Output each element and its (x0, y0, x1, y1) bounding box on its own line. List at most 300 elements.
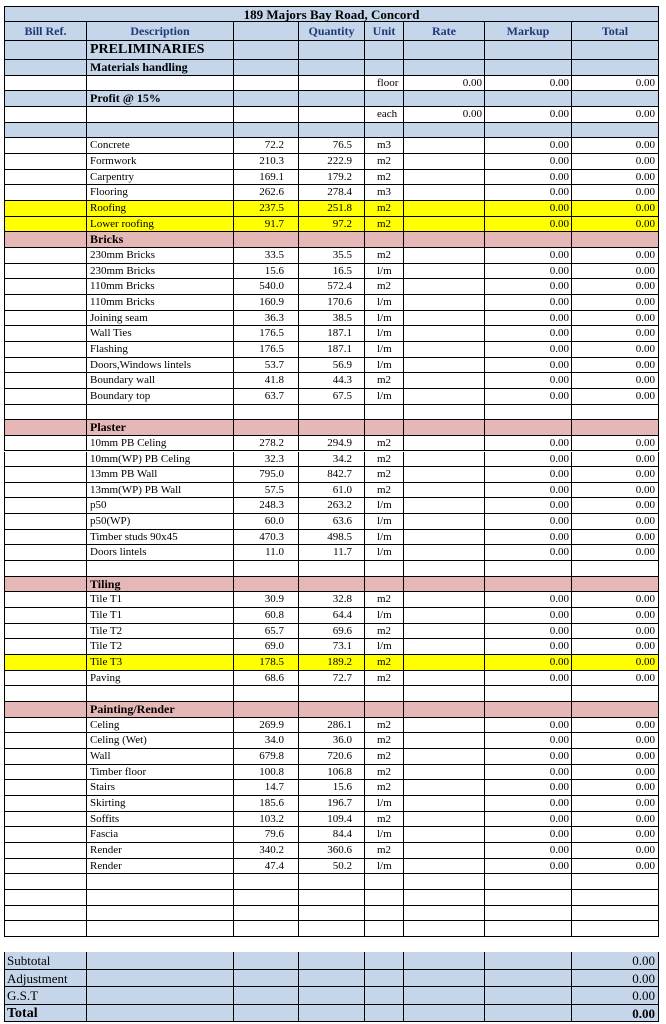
unit-cell[interactable]: each (365, 107, 404, 123)
qty-raw-cell[interactable]: 100.8 (234, 765, 299, 781)
quantity-cell[interactable]: 73.1 (299, 639, 365, 655)
quantity-cell[interactable]: 15.6 (299, 780, 365, 796)
unit-cell[interactable] (365, 60, 404, 76)
quantity-cell[interactable]: 278.4 (299, 185, 365, 201)
markup-cell[interactable] (485, 420, 572, 436)
unit-cell[interactable]: m2 (365, 733, 404, 749)
markup-cell[interactable]: 0.00 (485, 498, 572, 514)
unit-cell[interactable] (365, 686, 404, 702)
description-cell[interactable] (87, 107, 234, 123)
total-cell[interactable] (572, 60, 659, 76)
unit-cell[interactable]: m2 (365, 452, 404, 468)
unit-cell[interactable]: l/m (365, 311, 404, 327)
quantity-cell[interactable]: 63.6 (299, 514, 365, 530)
unit-cell[interactable]: m2 (365, 201, 404, 217)
description-cell[interactable]: Lower roofing (87, 217, 234, 233)
total-cell[interactable] (572, 686, 659, 702)
total-cell[interactable]: 0.00 (572, 530, 659, 546)
markup-cell[interactable]: 0.00 (485, 483, 572, 499)
rate-cell[interactable] (404, 890, 485, 906)
markup-cell[interactable]: 0.00 (485, 827, 572, 843)
quantity-cell[interactable]: 222.9 (299, 154, 365, 170)
bill-ref-cell[interactable] (4, 467, 87, 483)
bill-ref-cell[interactable] (4, 405, 87, 421)
qty-raw-cell[interactable]: 178.5 (234, 655, 299, 671)
qty-raw-cell[interactable]: 91.7 (234, 217, 299, 233)
markup-cell[interactable]: 0.00 (485, 592, 572, 608)
qty-raw-cell[interactable] (234, 874, 299, 890)
rate-cell[interactable] (404, 264, 485, 280)
qty-raw-cell[interactable]: 248.3 (234, 498, 299, 514)
unit-cell[interactable]: m2 (365, 780, 404, 796)
qty-raw-cell[interactable] (234, 91, 299, 107)
unit-cell[interactable]: l/m (365, 264, 404, 280)
rate-cell[interactable] (404, 170, 485, 186)
qty-raw-cell[interactable]: 237.5 (234, 201, 299, 217)
bill-ref-cell[interactable] (4, 107, 87, 123)
description-cell[interactable]: Paving (87, 671, 234, 687)
unit-cell[interactable]: l/m (365, 342, 404, 358)
markup-cell[interactable]: 0.00 (485, 812, 572, 828)
total-cell[interactable]: 0.00 (572, 780, 659, 796)
total-cell[interactable]: 0.00 (572, 843, 659, 859)
qty-raw-cell[interactable] (234, 561, 299, 577)
description-cell[interactable] (87, 890, 234, 906)
markup-cell[interactable]: 0.00 (485, 436, 572, 452)
quantity-cell[interactable]: 498.5 (299, 530, 365, 546)
quantity-cell[interactable] (299, 76, 365, 92)
rate-cell[interactable] (404, 639, 485, 655)
bill-ref-cell[interactable] (4, 530, 87, 546)
bill-ref-cell[interactable] (4, 452, 87, 468)
total-cell[interactable]: 0.00 (572, 217, 659, 233)
qty-raw-cell[interactable]: 679.8 (234, 749, 299, 765)
quantity-cell[interactable]: 106.8 (299, 765, 365, 781)
rate-cell[interactable] (404, 452, 485, 468)
total-cell[interactable]: 0.00 (572, 452, 659, 468)
rate-cell[interactable] (404, 624, 485, 640)
description-cell[interactable]: 110mm Bricks (87, 279, 234, 295)
description-cell[interactable]: Tile T1 (87, 608, 234, 624)
description-cell[interactable] (87, 874, 234, 890)
quantity-cell[interactable]: 35.5 (299, 248, 365, 264)
description-cell[interactable]: Skirting (87, 796, 234, 812)
rate-cell[interactable] (404, 185, 485, 201)
rate-cell[interactable] (404, 671, 485, 687)
rate-cell[interactable] (404, 655, 485, 671)
markup-cell[interactable]: 0.00 (485, 185, 572, 201)
quantity-cell[interactable]: 56.9 (299, 358, 365, 374)
markup-cell[interactable]: 0.00 (485, 154, 572, 170)
quantity-cell[interactable]: 34.2 (299, 452, 365, 468)
unit-cell[interactable] (365, 91, 404, 107)
markup-cell[interactable]: 0.00 (485, 248, 572, 264)
quantity-cell[interactable] (299, 107, 365, 123)
bill-ref-cell[interactable] (4, 686, 87, 702)
rate-cell[interactable] (404, 749, 485, 765)
markup-cell[interactable] (485, 561, 572, 577)
bill-ref-cell[interactable] (4, 60, 87, 76)
unit-cell[interactable]: m2 (365, 373, 404, 389)
summary-empty-cell[interactable] (234, 1005, 299, 1023)
qty-raw-cell[interactable] (234, 60, 299, 76)
unit-cell[interactable]: m2 (365, 624, 404, 640)
bill-ref-cell[interactable] (4, 812, 87, 828)
total-cell[interactable]: 0.00 (572, 107, 659, 123)
summary-label[interactable]: Subtotal (4, 952, 87, 970)
description-cell[interactable]: Materials handling (87, 60, 234, 76)
description-cell[interactable] (87, 561, 234, 577)
description-cell[interactable]: Profit @ 15% (87, 91, 234, 107)
qty-raw-cell[interactable] (234, 232, 299, 248)
rate-cell[interactable] (404, 342, 485, 358)
unit-cell[interactable] (365, 232, 404, 248)
rate-cell[interactable] (404, 592, 485, 608)
markup-cell[interactable]: 0.00 (485, 624, 572, 640)
unit-cell[interactable]: l/m (365, 639, 404, 655)
rate-cell[interactable] (404, 279, 485, 295)
total-cell[interactable]: 0.00 (572, 295, 659, 311)
summary-empty-cell[interactable] (404, 987, 485, 1005)
bill-ref-cell[interactable] (4, 295, 87, 311)
header-markup[interactable]: Markup (485, 22, 572, 41)
unit-cell[interactable]: m2 (365, 483, 404, 499)
qty-raw-cell[interactable]: 210.3 (234, 154, 299, 170)
rate-cell[interactable] (404, 827, 485, 843)
qty-raw-cell[interactable]: 470.3 (234, 530, 299, 546)
markup-cell[interactable] (485, 232, 572, 248)
unit-cell[interactable]: m3 (365, 185, 404, 201)
qty-raw-cell[interactable]: 176.5 (234, 326, 299, 342)
qty-raw-cell[interactable]: 269.9 (234, 718, 299, 734)
summary-value[interactable]: 0.00 (572, 987, 659, 1005)
total-cell[interactable]: 0.00 (572, 608, 659, 624)
bill-ref-cell[interactable] (4, 389, 87, 405)
markup-cell[interactable]: 0.00 (485, 138, 572, 154)
quantity-cell[interactable]: 69.6 (299, 624, 365, 640)
total-cell[interactable] (572, 123, 659, 139)
summary-empty-cell[interactable] (234, 952, 299, 970)
summary-empty-cell[interactable] (87, 987, 234, 1005)
summary-empty-cell[interactable] (485, 1005, 572, 1023)
header-quantity[interactable]: Quantity (299, 22, 365, 41)
total-cell[interactable]: 0.00 (572, 342, 659, 358)
quantity-cell[interactable]: 44.3 (299, 373, 365, 389)
markup-cell[interactable]: 0.00 (485, 311, 572, 327)
unit-cell[interactable]: l/m (365, 608, 404, 624)
bill-ref-cell[interactable] (4, 76, 87, 92)
rate-cell[interactable] (404, 60, 485, 76)
unit-cell[interactable] (365, 420, 404, 436)
unit-cell[interactable]: l/m (365, 545, 404, 561)
unit-cell[interactable]: m2 (365, 843, 404, 859)
total-cell[interactable]: 0.00 (572, 467, 659, 483)
description-cell[interactable] (87, 123, 234, 139)
description-cell[interactable]: Tile T1 (87, 592, 234, 608)
rate-cell[interactable] (404, 405, 485, 421)
markup-cell[interactable] (485, 906, 572, 922)
description-cell[interactable]: Bricks (87, 232, 234, 248)
markup-cell[interactable] (485, 41, 572, 60)
unit-cell[interactable]: m2 (365, 170, 404, 186)
summary-empty-cell[interactable] (485, 987, 572, 1005)
description-cell[interactable]: Render (87, 843, 234, 859)
total-cell[interactable]: 0.00 (572, 827, 659, 843)
bill-ref-cell[interactable] (4, 827, 87, 843)
rate-cell[interactable] (404, 138, 485, 154)
markup-cell[interactable]: 0.00 (485, 295, 572, 311)
summary-empty-cell[interactable] (234, 987, 299, 1005)
unit-cell[interactable] (365, 921, 404, 937)
quantity-cell[interactable] (299, 60, 365, 76)
unit-cell[interactable]: m2 (365, 248, 404, 264)
unit-cell[interactable]: l/m (365, 827, 404, 843)
rate-cell[interactable] (404, 498, 485, 514)
unit-cell[interactable]: m3 (365, 138, 404, 154)
rate-cell[interactable] (404, 248, 485, 264)
rate-cell[interactable] (404, 483, 485, 499)
qty-raw-cell[interactable]: 795.0 (234, 467, 299, 483)
rate-cell[interactable] (404, 467, 485, 483)
quantity-cell[interactable] (299, 561, 365, 577)
total-cell[interactable]: 0.00 (572, 859, 659, 875)
bill-ref-cell[interactable] (4, 733, 87, 749)
bill-ref-cell[interactable] (4, 780, 87, 796)
total-cell[interactable]: 0.00 (572, 373, 659, 389)
bill-ref-cell[interactable] (4, 232, 87, 248)
qty-raw-cell[interactable]: 14.7 (234, 780, 299, 796)
markup-cell[interactable] (485, 405, 572, 421)
bill-ref-cell[interactable] (4, 217, 87, 233)
description-cell[interactable]: 110mm Bricks (87, 295, 234, 311)
rate-cell[interactable] (404, 812, 485, 828)
qty-raw-cell[interactable]: 30.9 (234, 592, 299, 608)
summary-empty-cell[interactable] (87, 970, 234, 988)
summary-empty-cell[interactable] (299, 1005, 365, 1023)
description-cell[interactable]: Tile T3 (87, 655, 234, 671)
unit-cell[interactable]: l/m (365, 859, 404, 875)
bill-ref-cell[interactable] (4, 671, 87, 687)
markup-cell[interactable]: 0.00 (485, 796, 572, 812)
markup-cell[interactable]: 0.00 (485, 467, 572, 483)
bill-ref-cell[interactable] (4, 483, 87, 499)
total-cell[interactable]: 0.00 (572, 718, 659, 734)
bill-ref-cell[interactable] (4, 906, 87, 922)
qty-raw-cell[interactable]: 33.5 (234, 248, 299, 264)
quantity-cell[interactable]: 572.4 (299, 279, 365, 295)
rate-cell[interactable] (404, 765, 485, 781)
qty-raw-cell[interactable]: 185.6 (234, 796, 299, 812)
description-cell[interactable]: Celing (Wet) (87, 733, 234, 749)
summary-empty-cell[interactable] (365, 987, 404, 1005)
total-cell[interactable]: 0.00 (572, 154, 659, 170)
summary-empty-cell[interactable] (299, 952, 365, 970)
description-cell[interactable]: Joining seam (87, 311, 234, 327)
bill-ref-cell[interactable] (4, 264, 87, 280)
description-cell[interactable]: Render (87, 859, 234, 875)
summary-value[interactable]: 0.00 (572, 1005, 659, 1023)
quantity-cell[interactable]: 187.1 (299, 342, 365, 358)
total-cell[interactable]: 0.00 (572, 655, 659, 671)
description-cell[interactable]: Fascia (87, 827, 234, 843)
rate-cell[interactable] (404, 733, 485, 749)
markup-cell[interactable]: 0.00 (485, 342, 572, 358)
markup-cell[interactable]: 0.00 (485, 373, 572, 389)
markup-cell[interactable]: 0.00 (485, 733, 572, 749)
rate-cell[interactable] (404, 686, 485, 702)
total-cell[interactable]: 0.00 (572, 624, 659, 640)
bill-ref-cell[interactable] (4, 342, 87, 358)
quantity-cell[interactable] (299, 702, 365, 718)
header-description[interactable]: Description (87, 22, 234, 41)
markup-cell[interactable]: 0.00 (485, 671, 572, 687)
summary-empty-cell[interactable] (365, 952, 404, 970)
total-cell[interactable]: 0.00 (572, 185, 659, 201)
description-cell[interactable]: Flooring (87, 185, 234, 201)
unit-cell[interactable]: l/m (365, 389, 404, 405)
markup-cell[interactable]: 0.00 (485, 545, 572, 561)
markup-cell[interactable]: 0.00 (485, 452, 572, 468)
bill-ref-cell[interactable] (4, 170, 87, 186)
total-cell[interactable]: 0.00 (572, 765, 659, 781)
description-cell[interactable]: Doors,Windows lintels (87, 358, 234, 374)
header-total[interactable]: Total (572, 22, 659, 41)
description-cell[interactable]: Plaster (87, 420, 234, 436)
markup-cell[interactable]: 0.00 (485, 718, 572, 734)
bill-ref-cell[interactable] (4, 577, 87, 593)
quantity-cell[interactable]: 720.6 (299, 749, 365, 765)
total-cell[interactable] (572, 921, 659, 937)
markup-cell[interactable]: 0.00 (485, 279, 572, 295)
markup-cell[interactable]: 0.00 (485, 765, 572, 781)
summary-empty-cell[interactable] (365, 1005, 404, 1023)
unit-cell[interactable]: m2 (365, 279, 404, 295)
total-cell[interactable]: 0.00 (572, 326, 659, 342)
total-cell[interactable]: 0.00 (572, 279, 659, 295)
total-cell[interactable] (572, 577, 659, 593)
qty-raw-cell[interactable]: 34.0 (234, 733, 299, 749)
description-cell[interactable]: Wall Ties (87, 326, 234, 342)
description-cell[interactable]: Boundary wall (87, 373, 234, 389)
rate-cell[interactable]: 0.00 (404, 76, 485, 92)
total-cell[interactable] (572, 405, 659, 421)
markup-cell[interactable]: 0.00 (485, 76, 572, 92)
rate-cell[interactable] (404, 373, 485, 389)
bill-ref-cell[interactable] (4, 311, 87, 327)
description-cell[interactable]: p50(WP) (87, 514, 234, 530)
total-cell[interactable]: 0.00 (572, 358, 659, 374)
quantity-cell[interactable]: 170.6 (299, 295, 365, 311)
quantity-cell[interactable]: 64.4 (299, 608, 365, 624)
unit-cell[interactable]: m2 (365, 217, 404, 233)
quantity-cell[interactable]: 11.7 (299, 545, 365, 561)
quantity-cell[interactable]: 67.5 (299, 389, 365, 405)
quantity-cell[interactable]: 84.4 (299, 827, 365, 843)
total-cell[interactable]: 0.00 (572, 170, 659, 186)
total-cell[interactable]: 0.00 (572, 248, 659, 264)
markup-cell[interactable] (485, 921, 572, 937)
description-cell[interactable] (87, 686, 234, 702)
summary-empty-cell[interactable] (87, 952, 234, 970)
quantity-cell[interactable] (299, 890, 365, 906)
rate-cell[interactable] (404, 295, 485, 311)
unit-cell[interactable] (365, 561, 404, 577)
description-cell[interactable]: Formwork (87, 154, 234, 170)
markup-cell[interactable]: 0.00 (485, 358, 572, 374)
quantity-cell[interactable] (299, 405, 365, 421)
summary-value[interactable]: 0.00 (572, 952, 659, 970)
unit-cell[interactable]: l/m (365, 358, 404, 374)
bill-ref-cell[interactable] (4, 561, 87, 577)
quantity-cell[interactable] (299, 906, 365, 922)
description-cell[interactable]: 10mm(WP) PB Celing (87, 452, 234, 468)
unit-cell[interactable] (365, 874, 404, 890)
bill-ref-cell[interactable] (4, 154, 87, 170)
header-bill-ref[interactable]: Bill Ref. (4, 22, 87, 41)
description-cell[interactable]: Timber floor (87, 765, 234, 781)
markup-cell[interactable] (485, 91, 572, 107)
description-cell[interactable]: Tiling (87, 577, 234, 593)
bill-ref-cell[interactable] (4, 514, 87, 530)
bill-ref-cell[interactable] (4, 41, 87, 60)
total-cell[interactable]: 0.00 (572, 796, 659, 812)
quantity-cell[interactable]: 187.1 (299, 326, 365, 342)
rate-cell[interactable] (404, 718, 485, 734)
rate-cell[interactable] (404, 780, 485, 796)
markup-cell[interactable]: 0.00 (485, 608, 572, 624)
unit-cell[interactable]: m2 (365, 592, 404, 608)
bill-ref-cell[interactable] (4, 436, 87, 452)
total-cell[interactable] (572, 874, 659, 890)
rate-cell[interactable] (404, 577, 485, 593)
unit-cell[interactable] (365, 577, 404, 593)
qty-raw-cell[interactable]: 540.0 (234, 279, 299, 295)
unit-cell[interactable]: m2 (365, 765, 404, 781)
quantity-cell[interactable] (299, 232, 365, 248)
markup-cell[interactable]: 0.00 (485, 655, 572, 671)
description-cell[interactable]: Painting/Render (87, 702, 234, 718)
bill-ref-cell[interactable] (4, 890, 87, 906)
description-cell[interactable]: 13mm(WP) PB Wall (87, 483, 234, 499)
qty-raw-cell[interactable]: 41.8 (234, 373, 299, 389)
markup-cell[interactable]: 0.00 (485, 389, 572, 405)
description-cell[interactable]: 230mm Bricks (87, 264, 234, 280)
summary-label[interactable]: Adjustment (4, 970, 87, 988)
quantity-cell[interactable] (299, 874, 365, 890)
bill-ref-cell[interactable] (4, 358, 87, 374)
bill-ref-cell[interactable] (4, 592, 87, 608)
qty-raw-cell[interactable]: 169.1 (234, 170, 299, 186)
bill-ref-cell[interactable] (4, 91, 87, 107)
unit-cell[interactable]: l/m (365, 530, 404, 546)
summary-empty-cell[interactable] (299, 987, 365, 1005)
qty-raw-cell[interactable]: 278.2 (234, 436, 299, 452)
quantity-cell[interactable]: 36.0 (299, 733, 365, 749)
rate-cell[interactable] (404, 514, 485, 530)
qty-raw-cell[interactable]: 103.2 (234, 812, 299, 828)
total-cell[interactable]: 0.00 (572, 498, 659, 514)
quantity-cell[interactable] (299, 420, 365, 436)
rate-cell[interactable] (404, 561, 485, 577)
quantity-cell[interactable]: 38.5 (299, 311, 365, 327)
qty-raw-cell[interactable] (234, 702, 299, 718)
description-cell[interactable]: Timber studs 90x45 (87, 530, 234, 546)
quantity-cell[interactable]: 97.2 (299, 217, 365, 233)
unit-cell[interactable]: m2 (365, 749, 404, 765)
total-cell[interactable]: 0.00 (572, 436, 659, 452)
unit-cell[interactable]: l/m (365, 514, 404, 530)
quantity-cell[interactable] (299, 577, 365, 593)
